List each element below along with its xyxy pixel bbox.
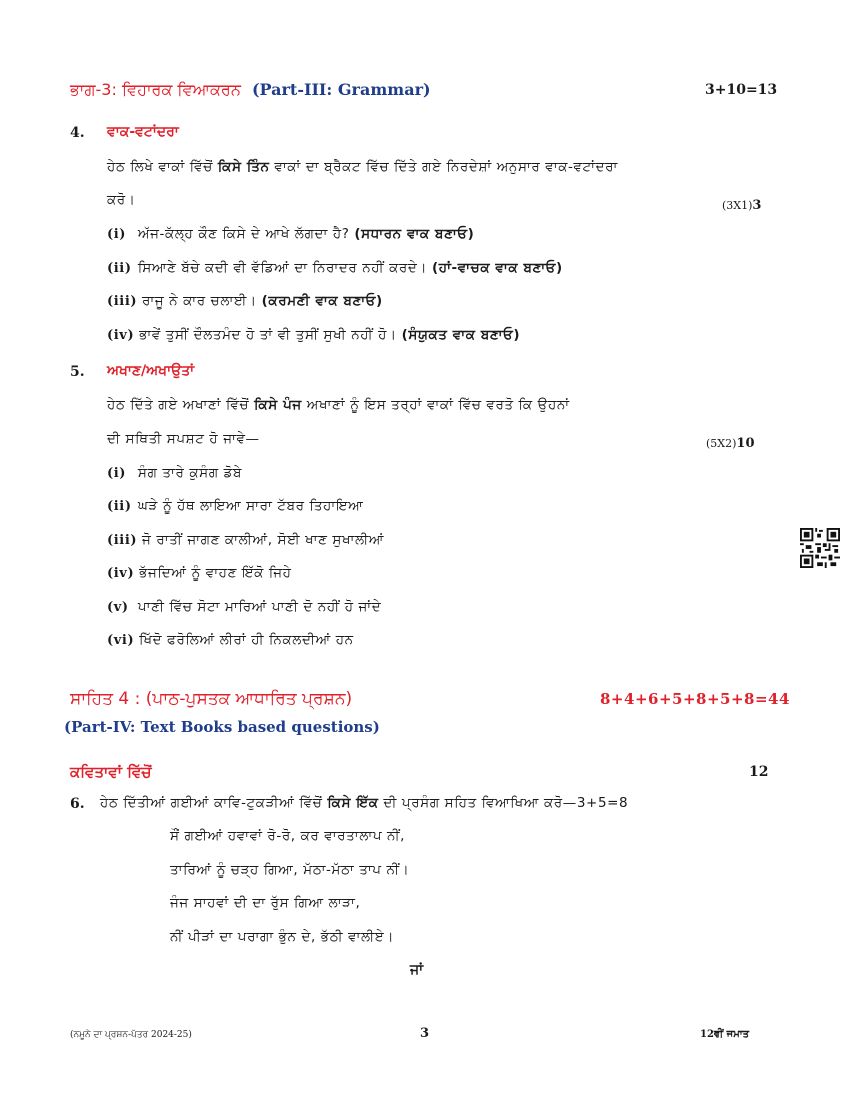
item-bracket: (ਸੰਯੁਕਤ ਵਾਕ ਬਣਾਓ): [401, 327, 521, 343]
q4-instr-bold: ਕਿਸੇ ਤਿੰਨ: [217, 159, 270, 175]
q5-instr-a: ਹੇਠ ਦਿੱਤੇ ਗਏ ਅਖਾਣਾਂ ਵਿੱਚੋਂ: [107, 397, 250, 413]
part4-title-pa: ਸਾਹਿਤ 4 : (ਪਾਠ-ਪੁਸਤਕ ਆਧਾਰਿਤ ਪ੍ਰਸ਼ਨ): [70, 689, 353, 709]
q4-instr-a: ਹੇਠ ਲਿਖੇ ਵਾਕਾਂ ਵਿੱਚੋਂ: [107, 159, 213, 175]
item-bracket: (ਕਰਮਣੀ ਵਾਕ ਬਣਾਓ): [261, 293, 383, 309]
q4-heading: ਵਾਕ-ਵਟਾਂਦਰਾ: [107, 124, 179, 140]
item-bracket: (ਹਾਂ-ਵਾਚਕ ਵਾਕ ਬਣਾਓ): [432, 260, 563, 276]
footer-left: (ਨਮੂਨੇ ਦਾ ਪ੍ਰਸ਼ਨ-ਪੱਤਰ 2024-25): [70, 1030, 192, 1040]
item-roman: (vi): [107, 633, 135, 648]
item-text: ਖਿੱਦੋ ਫਰੋਲਿਆਂ ਲੀਰਾਂ ਹੀ ਨਿਕਲਦੀਆਂ ਹਨ: [139, 632, 354, 648]
part3-total: 3+10=13: [705, 82, 778, 98]
list-item: [107, 260, 563, 276]
poem-line: ਤਾਰਿਆਂ ਨੂੰ ਚੜ੍ਹ ਗਿਆ, ਮੱਠਾ-ਮੱਠਾ ਤਾਪ ਨੀਂ।: [170, 862, 410, 878]
item-roman: (i): [107, 227, 127, 242]
qr-code-icon: [800, 528, 840, 568]
item-roman: (iv): [107, 566, 135, 581]
part3-title-en: (Part-III: Grammar): [251, 80, 431, 99]
list-item: [107, 327, 520, 343]
q4-number: 4.: [70, 125, 85, 141]
page-number: 3: [420, 1026, 430, 1041]
list-item: [107, 498, 363, 514]
item-roman: (iii): [107, 294, 138, 309]
q5-instruction-line2: ਦੀ ਸਥਿਤੀ ਸਪਸ਼ਟ ਹੋ ਜਾਵੇ—: [107, 431, 260, 447]
q5-instruction-line1: [107, 397, 570, 413]
footer-right: 12ਵੀਂ ਜਮਾਤ: [700, 1029, 750, 1040]
item-text: ਅੱਜ-ਕੱਲ੍ਹ ਕੌਣ ਕਿਸੇ ਦੇ ਆਖੇ ਲੱਗਦਾ ਹੈ?: [137, 226, 350, 242]
item-text: ਰਾਜੂ ਨੇ ਕਾਰ ਚਲਾਈ।: [142, 293, 257, 309]
list-item: [107, 599, 381, 615]
list-item: [107, 565, 292, 581]
item-text: ਸਿਆਣੇ ਬੱਚੇ ਕਦੀ ਵੀ ਵੱਡਿਆਂ ਦਾ ਨਿਰਾਦਰ ਨਹੀਂ ਕਰਦੇ।: [137, 260, 428, 276]
q4-marks-break: (3X1): [722, 199, 753, 212]
item-roman: (ii): [107, 499, 132, 514]
part3-title-pa: ਭਾਗ-3: ਵਿਹਾਰਕ ਵਿਆਕਰਨ: [70, 80, 241, 99]
item-roman: (iii): [107, 533, 138, 548]
part3-header: [70, 80, 431, 100]
item-roman: (v): [107, 600, 129, 615]
q4-marks: [722, 194, 761, 213]
poems-marks: 12: [749, 764, 769, 780]
q4-marks-total: 3: [752, 198, 762, 213]
q6-instr-b: ਦੀ ਪ੍ਰਸੰਗ ਸਹਿਤ ਵਿਆਖਿਆ ਕਰੋ—3+5=8: [383, 795, 629, 811]
q4-instruction-line1: [107, 159, 618, 175]
item-text: ਜੋ ਰਾਤੀਂ ਜਾਗਣ ਕਾਲੀਆਂ, ਸੋਈ ਖਾਣ ਸੁਖਾਲੀਆਂ: [142, 532, 385, 548]
q5-instr-b: ਅਖਾਣਾਂ ਨੂੰ ਇਸ ਤਰ੍ਹਾਂ ਵਾਕਾਂ ਵਿੱਚ ਵਰਤੋ ਕਿ ਉਹਨਾਂ: [306, 397, 570, 413]
item-bracket: (ਸਧਾਰਨ ਵਾਕ ਬਣਾਓ): [354, 226, 475, 242]
q6-instruction: [100, 795, 628, 811]
q6-instr-bold: ਕਿਸੇ ਇੱਕ: [327, 795, 379, 811]
item-roman: (iv): [107, 328, 135, 343]
q5-marks: [706, 432, 755, 451]
list-item: [107, 293, 383, 309]
part4-title-en: (Part-IV: Text Books based questions): [64, 718, 380, 736]
item-text: ਘੜੇ ਨੂੰ ਹੱਥ ਲਾਇਆ ਸਾਰਾ ਟੱਬਰ ਤਿਹਾਇਆ: [137, 498, 364, 514]
item-text: ਪਾਣੀ ਵਿੱਚ ਸੋਟਾ ਮਾਰਿਆਂ ਪਾਣੀ ਦੋ ਨਹੀਂ ਹੋ ਜਾਂਦੇ: [137, 599, 382, 615]
poem-line: ਸੌਂ ਗਈਆਂ ਹਵਾਵਾਂ ਰੋ-ਰੋ, ਕਰ ਵਾਰਤਾਲਾਪ ਨੀਂ,: [170, 828, 406, 844]
item-roman: (i): [107, 466, 127, 481]
q4-instr-b: ਵਾਕਾਂ ਦਾ ਬ੍ਰੈਕਟ ਵਿੱਚ ਦਿੱਤੇ ਗਏ ਨਿਰਦੇਸ਼ਾਂ ਅਨੁਸਾਰ ਵਾਕ-ਵਟਾਂਦਰਾ: [274, 159, 618, 175]
or-divider: ਜਾਂ: [410, 962, 424, 978]
poems-heading: ਕਵਿਤਾਵਾਂ ਵਿੱਚੋਂ: [70, 763, 152, 781]
item-text: ਭਾਵੇਂ ਤੁਸੀਂ ਦੌਲਤਮੰਦ ਹੋ ਤਾਂ ਵੀ ਤੁਸੀਂ ਸੁਖੀ ਨਹੀਂ ਹੋ।: [139, 327, 397, 343]
item-text: ਭੱਜਦਿਆਂ ਨੂੰ ਵਾਹਣ ਇੱਕੋ ਜਿਹੇ: [139, 565, 292, 581]
list-item: [107, 632, 354, 648]
q4-instruction-line2: ਕਰੋ।: [107, 192, 136, 208]
q5-number: 5.: [70, 364, 85, 380]
part4-total: 8+4+6+5+8+5+8=44: [600, 690, 790, 708]
q5-heading: ਅਖਾਣ/ਅਖਾਉਤਾਂ: [107, 363, 195, 379]
list-item: [107, 226, 474, 242]
q5-instr-bold: ਕਿਸੇ ਪੰਜ: [254, 397, 302, 413]
q5-marks-break: (5X2): [706, 437, 737, 450]
item-roman: (ii): [107, 261, 132, 276]
q5-marks-total: 10: [736, 436, 755, 451]
list-item: [107, 465, 242, 481]
q6-number: 6.: [70, 796, 85, 812]
poem-line: ਨੀਂ ਪੀੜਾਂ ਦਾ ਪਰਾਗਾ ਭੁੰਨ ਦੇ, ਭੱਠੀ ਵਾਲੀਏ।: [170, 929, 395, 945]
item-text: ਸੰਗ ਤਾਰੇ ਕੁਸੰਗ ਡੋਬੇ: [137, 465, 243, 481]
poem-line: ਜੰਜ ਸਾਹਵਾਂ ਦੀ ਦਾ ਰੁੱਸ ਗਿਆ ਲਾੜਾ,: [170, 895, 361, 911]
q6-instr-a: ਹੇਠ ਦਿੱਤੀਆਂ ਗਈਆਂ ਕਾਵਿ-ਟੁਕੜੀਆਂ ਵਿੱਚੋਂ: [100, 795, 323, 811]
list-item: [107, 532, 384, 548]
